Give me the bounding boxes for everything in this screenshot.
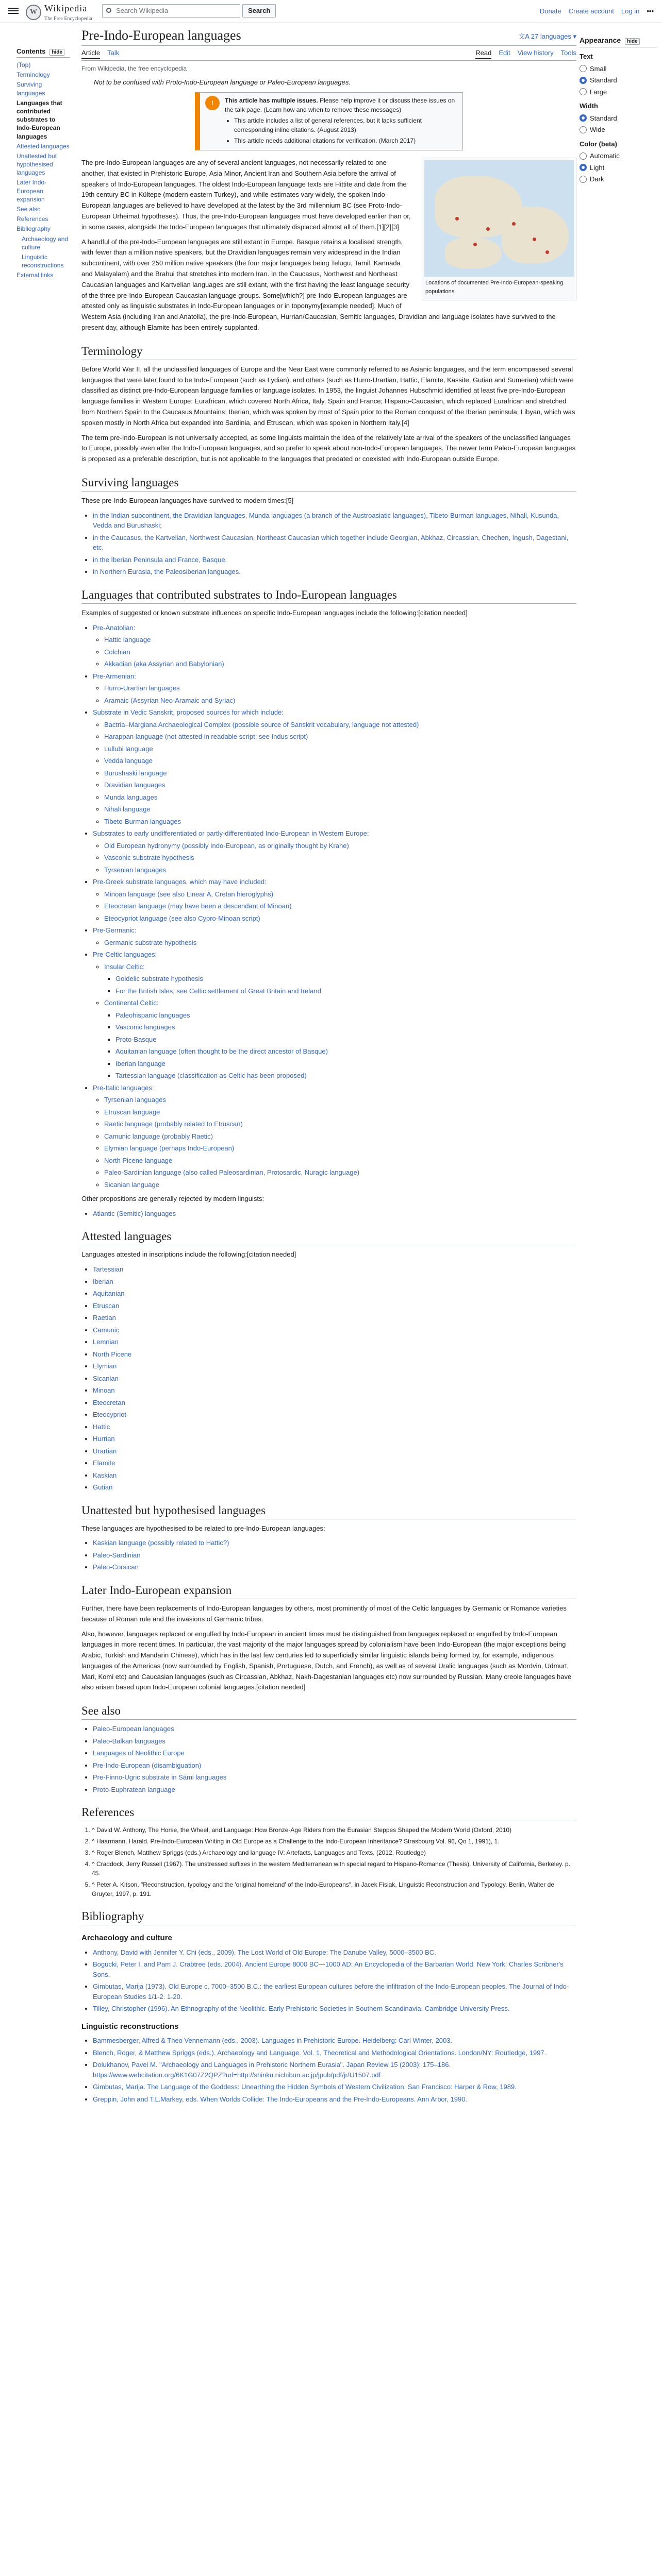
list-item [93,707,576,826]
list-item [93,1736,576,1747]
radio-icon[interactable] [580,164,587,171]
list-item [93,925,576,947]
list-item [93,1724,576,1734]
list-item-text[interactable]: Blench, Roger, & Matthew Spriggs (eds.). Archaeology and Language. Vol. 1, Theoretical and Methodological Orientations. London/NY: Routledge, 1997. [93,2048,547,2057]
list-item-text[interactable]: Insular Celtic: [104,962,145,971]
toc-hide-button[interactable]: hide [49,49,64,56]
list-item [93,2060,576,2080]
list-item-text[interactable]: Lullubi language [104,744,153,753]
search-input[interactable] [102,4,240,18]
list-item [104,1107,576,1117]
list-item-text[interactable]: Hurro-Urartian languages [104,684,180,692]
list-item [104,635,576,645]
list-item [104,901,576,911]
list-item-text[interactable]: Bogucki, Peter I. and Pam J. Crabtree (eds. 2004). Ancient Europe 8000 BC—1000 AD: An Encyclopedia of the Barbarian World. New York: Charles Scribner's Sons. [93,1960,564,1978]
list-item-text[interactable]: Pre-Greek substrate languages, which may have included: [93,878,267,886]
list-item-text[interactable]: Continental Celtic: [104,999,159,1007]
list-item-text[interactable]: Colchian [104,648,130,656]
list-item [93,1337,576,1347]
bullet-list [93,2036,576,2104]
donate-link[interactable]: Donate [539,7,561,15]
list-item [93,1209,576,1219]
toc-item[interactable]: External links [16,272,54,279]
list-item-text[interactable]: Akkadian (aka Assyrian and Babylonian) [104,660,224,668]
list-item [104,1119,576,1129]
list-item-text[interactable]: Elamite [93,1459,115,1467]
ambox-item: • This article needs additional citations for verification. (March 2017) [234,136,457,145]
tagline: From Wikipedia, the free encyclopedia [81,64,187,72]
appearance-option[interactable] [580,163,657,173]
map-image[interactable] [424,160,574,277]
appearance-option-label: Standard [590,76,617,84]
appearance-option-label: Dark [590,175,604,183]
list-item [115,986,576,996]
list-item-text[interactable]: Pre-Celtic languages: [93,951,157,959]
appearance-title: Appearance [580,36,621,44]
list-item [93,555,576,565]
list-item-text[interactable]: in the Iberian Peninsula and France, Basque. [93,555,227,564]
paragraph: A handful of the pre-Indo-European languages are still extant in Europe. Basque retains a localised strength, with fewer than a million native speakers, but the Dravidian languages remain very widespread in the Indian subcontinent, with over 250 million native speakers (the four major languages being Telugu, Tamil, Kannada and Malayalam) and the Brahui that stretches into modern Iran. In the Caucasus, Northwest and Northeast Caucasian languages and Kartvelian languages are still extant, with the first having the least language security of the three pre-Indo-European Caucasian language groups. Some[which?] pre-Indo-European languages are attested only as linguistic substrates in Indo-European languages or in toponymy[example needed]. Much of Western Asia (including Iran and Anatolia), the pre-Indo-European, Hurrian/Caucasian, Semitic languages, Dravidian and language isolates have survived to the present day, although Elamite has been entirely supplanted. [81,238,556,331]
list-item-text[interactable]: Raetic language (probably related to Etruscan) [104,1120,243,1128]
appearance-option[interactable] [580,125,657,135]
list-item [93,567,576,577]
list-item-text[interactable]: Gimbutas, Marija (1973). Old Europe c. 7000–3500 B.C.: the earliest European cultures before the infiltration of the Indo-European peoples. The Journal of Indo-European Studies 1/1-2. 1-20. [93,1982,569,2001]
list-item-text[interactable]: Eteocretan language (may have been a descendant of Minoan) [104,902,292,910]
list-item-text[interactable]: Aquitanian language (often thought to be the direct ancestor of Basque) [115,1047,328,1056]
list-item-text[interactable]: Proto-Euphratean language [93,1785,175,1793]
login-link[interactable]: Log in [621,7,640,15]
list-item [104,1131,576,1142]
map-caption: Locations of documented Pre-Indo-European-speaking populations [425,280,564,295]
toc-item[interactable]: See also [16,206,41,213]
list-item-text[interactable]: Anthony, David with Jennifer Y. Chi (eds., 2009). The Lost World of Old Europe: The Danube Valley, 5000–3500 BC. [93,1948,436,1956]
section-heading: Terminology [81,345,576,360]
list-item-text[interactable]: Hattic [93,1422,110,1431]
list-item [104,938,576,948]
appearance-option-label: Wide [590,126,605,133]
radio-icon[interactable] [580,176,587,183]
warning-icon: ! [205,96,220,110]
list-item [115,1046,576,1057]
list-item-text[interactable]: Aquitanian [93,1290,125,1298]
list-item [93,1981,576,2002]
hatnote: Not to be confused with Proto-Indo-European language or Paleo-European languages. [94,78,351,86]
list-item-text[interactable]: Eteocretan [93,1398,125,1406]
reference-item[interactable]: 1. ^ David W. Anthony, The Horse, the Wheel, and Language: How Bronze-Age Riders from the Eurasian Steppes Shaped the Modern World (Oxford, 2010) [92,1825,576,1835]
list-item-text[interactable]: Urartian [93,1447,117,1455]
logo-tagline: The Free Encyclopedia [44,16,92,22]
list-item [104,659,576,669]
paragraph: The pre-Indo-European languages are any of several ancient languages, not necessarily related to one another, that existed in Prehistoric Europe, Asia Minor, Ancient Iran and Southern Asia before the arrival of speakers of Indo-European languages. The oldest Indo-European language texts are Hittite and date from the 19th century BC in Kültepe (modern eastern Turkey), and while estimates vary widely, the spoken Indo-European languages are believed to have developed at the latest by the 3rd millennium BC (see Proto-Indo-European Urheimat hypotheses). Thus, the pre-Indo-European languages must have developed earlier than or, in some cases, alongside the Indo-European languages that ultimately displaced almost all of them.[1][2][3] [81,159,411,231]
appearance-panel [580,36,657,186]
subsection-heading: Linguistic reconstructions [81,2022,179,2031]
toc-item[interactable]: Bibliography [16,225,51,233]
main-menu-icon[interactable] [8,6,19,15]
list-item [93,1538,576,1548]
list-item-text[interactable]: Vasconic languages [115,1023,175,1031]
list-item [115,1071,576,1081]
appearance-option-label: Large [590,88,607,96]
appearance-option-label: Small [590,64,607,73]
list-item [104,780,576,790]
list-item [93,1374,576,1384]
list-item [115,1022,576,1032]
list-item [93,1550,576,1561]
list-item [115,1010,576,1021]
list-item [104,841,576,851]
list-item [104,696,576,706]
list-item-text[interactable]: Vasconic substrate hypothesis [104,854,194,862]
reference-item[interactable]: 3. ^ Roger Blench, Matthew Spriggs (eds.) Archaeology and language IV: Artefacts, Languages and Texts, (2012, Routledge) [92,1848,576,1857]
radio-icon[interactable] [580,65,587,72]
list-item-text[interactable]: Eteocypriot language (see also Cypro-Minoan script) [104,914,260,922]
list-item [104,804,576,815]
list-item [93,1313,576,1323]
list-item-text[interactable]: in Northern Eurasia, the Paleosiberian languages. [93,568,241,576]
tab-talk[interactable]: Talk [107,49,120,57]
list-item [93,1264,576,1275]
list-item-text[interactable]: Gutian [93,1483,113,1492]
list-item-text[interactable]: Iberian language [115,1059,166,1067]
list-item [93,1083,576,1190]
list-item [93,1434,576,1444]
tab-article[interactable]: Article [81,48,100,59]
list-item [93,1361,576,1371]
list-item-text[interactable]: Hattic language [104,636,151,644]
list-item [93,1289,576,1299]
list-item [93,511,576,531]
list-item [93,1748,576,1758]
list-item [93,1562,576,1572]
list-item-text[interactable]: North Picene [93,1350,132,1358]
list-item-text[interactable]: Bactria–Margiana Archaeological Complex (possible source of Sanskrit vocabulary, language not attested) [104,720,419,728]
list-item [93,1325,576,1335]
list-item-text[interactable]: Pre-Indo-European (disambiguation) [93,1761,202,1769]
list-item-text[interactable]: Iberian [93,1277,113,1285]
list-item [104,1156,576,1166]
list-item-text[interactable]: Paleo-Sardinian language (also called Paleosardinian, Protosardic, Nuragic language) [104,1168,360,1177]
reference-item[interactable]: 5. ^ Peter A. Kitson, "Reconstruction, typology and the 'original homeland' of the Indo-Europeans", in Jacek Fisiak, Linguistic Reconstruction and Typology, Berlin, Walter de Gruyter, 1997, p. 191. [92,1880,576,1899]
bullet-list [93,1264,576,1493]
list-item-text[interactable]: Substrate in Vedic Sanskrit, proposed sources for which include: [93,708,284,717]
list-item-text[interactable]: Aramaic (Assyrian Neo-Aramaic and Syriac) [104,696,236,704]
list-item [104,889,576,900]
search-button[interactable]: Search [242,4,276,18]
section-heading: Surviving languages [81,476,576,492]
list-item [104,865,576,875]
list-item [93,671,576,706]
list-item [115,1035,576,1045]
list-item [104,768,576,778]
list-item [104,962,576,996]
list-item [93,828,576,875]
appearance-option[interactable] [580,151,657,161]
list-item-text[interactable]: Paleo-Balkan languages [93,1737,166,1745]
bullet-list [93,511,576,577]
list-item [104,732,576,742]
appearance-group-label: Color (beta) [580,140,617,148]
list-item [93,2082,576,2092]
list-item-text[interactable]: Paleo-Sardinian [93,1551,141,1559]
subsection-heading: Archaeology and culture [81,1934,172,1943]
list-item-text[interactable]: Paleo-Corsican [93,1563,139,1571]
ambox-intro: Please help improve it or discuss these issues on the talk page. (Learn how and when to remove these messages) [225,97,455,113]
appearance-group-label: Width [580,102,598,110]
ambox-title: This article has multiple issues. [225,97,318,104]
toc-item[interactable]: Later Indo-European expansion [16,179,47,203]
list-item-text[interactable]: Proto-Basque [115,1035,157,1043]
toc-item[interactable]: Unattested but hypothesised languages [16,152,57,177]
radio-icon[interactable] [580,114,587,122]
search-icon [106,8,111,13]
list-item-text[interactable]: Greppin, John and T.L.Markey, eds. When Worlds Collide: The Indo-Europeans and the Pre-Indo-Europeans. Ann Arbor, 1990. [93,2095,468,2103]
list-item-text[interactable]: Tartessian language (classification as Celtic has been proposed) [115,1072,307,1080]
list-item [93,1349,576,1360]
list-item [93,1785,576,1795]
radio-icon[interactable] [580,77,587,84]
list-item [104,792,576,803]
list-item-text[interactable]: Etruscan [93,1301,120,1310]
list-item-text[interactable]: Old European hydronymy (possibly Indo-European, as originally thought by Krahe) [104,841,349,850]
bullet-list [93,1724,576,1794]
section-heading: See also [81,1704,576,1720]
list-item [104,647,576,657]
list-item [93,877,576,923]
list-item-text[interactable]: Germanic substrate hypothesis [104,938,197,946]
toc-item[interactable]: References [16,215,48,223]
appearance-hide-button[interactable]: hide [625,38,640,45]
tab-edit[interactable]: Edit [499,49,510,57]
list-item-text[interactable]: Kaskian [93,1471,117,1479]
list-item [104,683,576,693]
list-item [93,533,576,553]
ambox-item: • This article includes a list of general references, but it lacks sufficient corresponding inline citations. (August 2013) [234,116,457,134]
section-heading: Unattested but hypothesised languages [81,1504,576,1519]
list-item [93,1385,576,1396]
list-item [104,1180,576,1190]
list-item-text[interactable]: Goidelic substrate hypothesis [115,975,203,983]
list-item [93,950,576,1081]
tab-read[interactable]: Read [475,48,491,59]
appearance-option-label: Light [590,163,605,172]
appearance-option[interactable] [580,174,657,184]
bullet-list [93,623,576,1190]
list-item-text[interactable]: Tyrsenian languages [104,1096,166,1104]
list-item [93,1301,576,1311]
list-item-text[interactable]: Elymian [93,1362,117,1370]
list-item-text[interactable]: Nihali language [104,805,151,814]
list-item-text[interactable]: Elymian language (perhaps Indo-European) [104,1144,235,1153]
appearance-option-label: Standard [590,114,617,122]
list-item [104,913,576,924]
list-item-text[interactable]: Pre-Anatolian: [93,623,136,632]
list-item-text[interactable]: North Picene language [104,1156,173,1164]
paragraph: Other propositions are generally rejected by modern linguists: [81,1195,264,1203]
page-tabs [81,46,576,61]
list-item [93,2036,576,2046]
list-item [93,1772,576,1783]
site-header [0,0,662,23]
appearance-option-label: Automatic [590,152,620,160]
reference-item[interactable]: 2. ^ Haarmann, Harald. Pre-Indo-European Writing in Old Europe as a Challenge to the Indo-European Inheritance? Strasbourg Vol. 96, Qo 1, 1991), 1. [92,1837,576,1846]
list-item [93,1398,576,1408]
list-item-text[interactable]: Paleo-European languages [93,1725,174,1733]
list-item-text[interactable]: Tibeto-Burman languages [104,817,181,825]
list-item [93,1458,576,1468]
bullet-list [93,1209,576,1219]
radio-icon[interactable] [580,126,587,133]
globe-icon: W [26,5,41,20]
list-item-text[interactable]: Burushaski language [104,769,167,777]
reference-item[interactable]: 4. ^ Craddock, Jerry Russell (1967). The unstressed suffixes in the western Mediterranean with special regard to Hispano-Romance (Thesis). University of California, Berkeley. p. 45. [92,1859,576,1878]
list-item-text[interactable]: Tartessian [93,1265,124,1274]
paragraph: Further, there have been replacements of Indo-European languages by others, most prominently of most of the Celtic languages by Germanic or Romance varieties because of Roman rule and the invasions of Germanic tribes. [81,1604,567,1623]
list-item-text[interactable]: Munda languages [104,793,158,801]
list-item-text[interactable]: Hurrian [93,1435,115,1443]
create-account-link[interactable]: Create account [568,7,614,15]
toc-item[interactable]: Languages that contributed substrates to Indo-European languages [16,99,62,140]
list-item [93,2094,576,2105]
toc-item[interactable]: Archaeology and culture [22,235,69,251]
list-item [104,998,576,1081]
toc-item[interactable]: (Top) [16,61,31,69]
list-item-text[interactable]: Harappan language (not attested in readable script; see Indus script) [104,733,308,741]
section-heading: References [81,1806,576,1821]
paragraph: The term pre-Indo-European is not universally accepted, as some linguists maintain the idea of the relatively late arrival of the speakers of the unclassified languages to Europe, possibly even after the Indo-European languages, and so prefer to speak about non-Indo-European languages. The newer term Paleo-European languages is proposed as a preferable description, but is not applicable to the languages that predated or coexisted with Indo-European outside Europe. [81,433,576,463]
list-item-text[interactable]: Camunic language (probably Raetic) [104,1132,213,1140]
language-selector[interactable]: 文A 27 languages ▾ [518,32,576,40]
section-heading: Later Indo-European expansion [81,1584,576,1599]
list-item-text[interactable]: Sicanian language [104,1180,159,1189]
list-item-text[interactable]: Dolukhanov, Pavel M. "Archaeology and Languages in Prehistoric Northern Eurasia". Japan Review 15 (2003): 175–186. https://www.webcitation.org/6K1G07Z2QPZ?url=http://shinku.nichibun.ac.jp/jpub/pdf/jr/IJ1507.pdf [93,2061,451,2079]
logo-wordmark: Wikipedia [44,3,88,13]
list-item-text[interactable]: For the British Isles, see Celtic settlement of Great Britain and Ireland [115,987,321,995]
section-heading: Languages that contributed substrates to Indo-European languages [81,588,576,604]
paragraph: These languages are hypothesised to be related to pre-Indo-European languages: [81,1524,325,1532]
radio-icon[interactable] [580,88,587,95]
list-item-text[interactable]: Kaskian language (possibly related to Hattic?) [93,1539,229,1547]
list-item [93,1470,576,1481]
list-item [93,1422,576,1432]
list-item [104,1143,576,1154]
list-item-text[interactable]: Pre-Italic languages: [93,1083,154,1092]
list-item-text[interactable]: Languages of Neolithic Europe [93,1749,185,1757]
section-heading: Attested languages [81,1230,576,1245]
list-item [115,974,576,984]
list-item-text[interactable]: Substrates to early undifferentiated or partly-differentiated Indo-European in Western Europe: [93,829,369,838]
appearance-option[interactable] [580,75,657,86]
list-item-text[interactable]: Tilley, Christopher (1996). An Ethnography of the Neolithic. Early Prehistoric Societies in Southern Scandinavia. Cambridge University Press. [93,2005,510,2013]
list-item-text[interactable]: Etruscan language [104,1108,160,1116]
paragraph: Examples of suggested or known substrate influences on specific Indo-European languages include the following:[citation needed] [81,608,468,617]
appearance-option[interactable] [580,87,657,97]
list-item-text[interactable]: Lemnian [93,1338,119,1346]
user-tools [540,6,654,16]
list-item-text[interactable]: Paleohispanic languages [115,1011,190,1019]
list-item [104,1167,576,1178]
paragraph: Languages attested in inscriptions include the following:[citation needed] [81,1250,296,1259]
references-list [92,1825,576,1899]
toc-item[interactable]: Attested languages [16,142,70,150]
appearance-group-label: Text [580,53,593,60]
paragraph: These pre-Indo-European languages have survived to modern times:[5] [81,496,294,504]
toc-item[interactable]: Linguistic reconstructions [22,253,64,269]
list-item-text[interactable]: Pre-Finno-Ugric substrate in Sámi languages [93,1773,227,1782]
list-item [93,1947,576,1958]
appearance-option[interactable] [580,64,657,74]
list-item [93,2004,576,2014]
table-of-contents [16,36,70,281]
infobox-map [422,158,576,300]
paragraph: Before World War II, all the unclassified languages of Europe and the Near East were commonly referred to as Asianic languages, and the term encompassed several languages that were later found to be Indo-European (such as Lydian), and others (such as Hurro-Urartian, Hattic, Elamite, Kassite, Gutian and Sumerian) which were classified as distinct pre-Indo-European language families or language isolates. In 1953, the linguist Johannes Hubschmid identified at least five pre-Indo-European language families in Western Europe: Eurafrican, which covered North Africa, Italy, Spain and France; Hispano-Caucasian, which replaced Eurafrican and stretched from Northern Spain to the Caucasus Mountains; Iberian, which was spoken by most of Spain prior to the Roman conquest of the Iberian peninsula; Libyan, which was spoken mostly in North Africa but expanded into Sardinia, and Etruscan, which was spoken in Northern Italy.[4] [81,365,575,427]
list-item [93,1277,576,1287]
list-item-text[interactable]: in the Indian subcontinent, the Dravidian languages, Munda languages (a branch of the Austroasiatic languages), Tibeto-Burman languages, Nihali, Kusunda, Vedda and Burushaski; [93,511,559,530]
list-item [93,1410,576,1420]
radio-icon[interactable] [580,152,587,160]
toc-item[interactable]: Surviving languages [16,81,45,97]
list-item-text[interactable]: Pre-Armenian: [93,672,136,680]
bullet-list [93,1947,576,2014]
list-item-text[interactable]: Tyrsenian languages [104,866,166,874]
tab-view-history[interactable]: View history [517,49,554,57]
section-heading: Bibliography [81,1910,576,1925]
paragraph: Also, however, languages replaced or engulfed by Indo-European in ancient times must be distinguished from languages replaced or engulfed by Indo-European languages in more recent times. In particular, the vast majority of the major languages spread by colonialism have been Indo-European (the major exceptions being Arabic, Turkish and Mandarin Chinese), which has in the last few centuries led to superficially similar linguistic islands being formed by, for example, indigenous languages of the Americas (now surrounded by English, Spanish, Portuguese, Dutch, and French), as well as of several Uralic languages (such as Mordvin, Udmurt, Mari, Komi etc) and Caucasian languages (such as Circassian, Abkhaz, Nakh-Dagestanian languages etc) now surrounded by Russian. Many creole languages have also arisen based upon Indo-European colonial languages.[citation needed] [81,1630,572,1691]
list-item-text[interactable]: Eteocypriot [93,1411,127,1419]
list-item-text[interactable]: Pre-Germanic: [93,926,137,935]
list-item [115,1059,576,1069]
list-item [104,1095,576,1105]
list-item [104,720,576,730]
list-item [104,817,576,827]
page-title: Pre-Indo-European languages 文A 27 languages ▾ [81,28,576,46]
list-item-text[interactable]: in the Caucasus, the Kartvelian, Northwest Caucasian, Northeast Caucasian which together include Georgian, Abkhaz, Circassian, Chechen, Ingush, Dagestani, etc. [93,533,569,552]
search-placeholder: Search Wikipedia [116,7,169,14]
list-item-text[interactable]: Dravidian languages [104,781,166,789]
list-item [104,853,576,863]
wikipedia-logo[interactable] [26,3,92,22]
list-item-text[interactable]: Vedda language [104,757,153,765]
list-item [104,744,576,754]
list-item-text[interactable]: Atlantic (Semitic) languages [93,1209,176,1217]
list-item [93,1482,576,1493]
list-item-text[interactable]: Camunic [93,1326,120,1334]
list-item [93,1959,576,1979]
more-options-icon[interactable]: ••• [647,7,654,15]
toc-title: Contents [16,47,46,55]
list-item-text[interactable]: Raetian [93,1314,116,1322]
toc-item[interactable]: Terminology [16,71,50,79]
tab-tools[interactable]: Tools [560,49,576,57]
list-item [93,2048,576,2058]
multiple-issues-box [195,92,463,150]
list-item [104,756,576,766]
bullet-list [93,1538,576,1572]
list-item-text[interactable]: Minoan language (see also Linear A, Cretan hieroglyphs) [104,890,274,898]
appearance-option[interactable] [580,113,657,124]
list-item [93,1760,576,1771]
list-item-text[interactable]: Bammesberger, Alfred & Theo Vennemann (eds., 2003). Languages in Prehistoric Europe. Heidelberg: Carl Winter, 2003. [93,2037,453,2045]
list-item-text[interactable]: Minoan [93,1386,115,1395]
list-item-text[interactable]: Sicanian [93,1374,119,1382]
main-content [81,28,576,2107]
list-item-text[interactable]: Gimbutas, Marija. The Language of the Goddess: Unearthing the Hidden Symbols of Western Civilization. San Francisco: Harper & Row, 1989. [93,2083,517,2091]
list-item [93,1446,576,1456]
list-item [93,623,576,669]
